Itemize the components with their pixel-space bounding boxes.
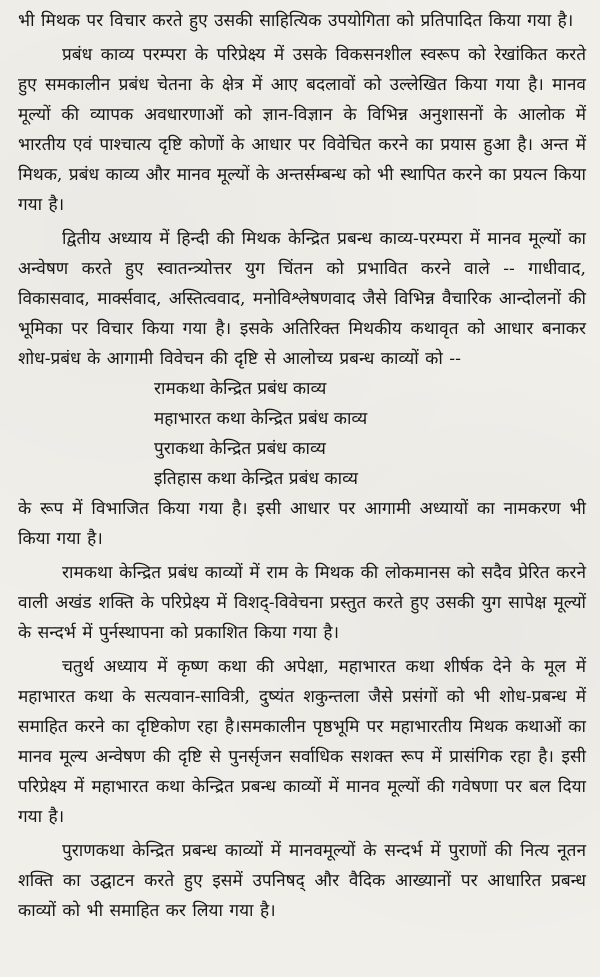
paragraph-3: द्वितीय अध्याय में हिन्दी की मिथक केन्द्रित प्रबन्ध काव्य-परम्परा में मानव मूल्यों का अन्वेषण करते हुए स्वातन्त्र्योत्तर युग चिंतन को प्रभावित करने वाले -- गाधीवाद, विकासवाद, मार्क्सवाद, अस्तित्ववाद, मनोविश्लेषणवाद जैसे विभिन्न वैचारिक आन्दोलनों की भूमिका पर विचार किया गया है। इसके अतिरिक्त मिथकीय कथावृत को आधार बनाकर शोध-प्रबंध के आगामी विवेचन की दृष्टि से आलोच्य प्रबन्ध काव्यों को -- [18, 229, 586, 369]
list-item: इतिहास कथा केन्द्रित प्रबंध काव्य [154, 469, 358, 489]
paragraph-1: भी मिथक पर विचार करते हुए उसकी साहित्यिक उपयोगिता को प्रतिपादित किया गया है। [18, 11, 574, 31]
paragraph-5: रामकथा केन्द्रित प्रबंध काव्यों में राम के मिथक की लोकमानस को सदैव प्रेरित करने वाली अखंड शक्ति के परिप्रेक्ष्य में विशद्-विवेचना प्रस्तुत करते हुए उसकी युग सापेक्ष मूल्यों के सन्दर्भ में पुर्नस्थापना को प्रकाशित किया गया है। [18, 563, 586, 643]
paragraph-7: पुराणकथा केन्द्रित प्रबन्ध काव्यों में मानवमूल्यों के सन्दर्भ में पुराणों की नित्य नूतन शक्ति का उद्घाटन करते हुए इसमें उपनिषद् और वैदिक आख्यानों पर आधारित प्रबन्ध काव्यों को भी समाहित कर लिया गया है। [18, 841, 586, 921]
category-list [18, 374, 586, 494]
list-item: पुराकथा केन्द्रित प्रबंध काव्य [154, 439, 326, 459]
list-item: महाभारत कथा केन्द्रित प्रबंध काव्य [154, 409, 368, 429]
list-item: रामकथा केन्द्रित प्रबंध काव्य [154, 379, 327, 399]
paragraph-6: चतुर्थ अध्याय में कृष्ण कथा की अपेक्षा, महाभारत कथा शीर्षक देने के मूल में महाभारत कथा के सत्यवान-सावित्री, दुष्यंत शकुन्तला जैसे प्रसंगों को भी शोध-प्रबन्ध में समाहित करने का दृष्टिकोण रहा है।समकालीन पृष्ठभूमि पर महाभारतीय मिथक कथाओं का मानव मूल्य अन्वेषण की दृष्टि से पुनर्सृजन सर्वाधिक सशक्त रूप में प्रासंगिक रहा है। इसी परिप्रेक्ष्य में महाभारत कथा केन्द्रित प्रबन्ध काव्यों में मानव मूल्यों की गवेषणा पर बल दिया गया है। [18, 657, 586, 827]
paragraph-4: के रूप में विभाजित किया गया है। इसी आधार पर आगामी अध्यायों का नामकरण भी किया गया है। [18, 499, 586, 549]
paragraph-2: प्रबंध काव्य परम्परा के परिप्रेक्ष्य में उसके विकसनशील स्वरूप को रेखांकित करते हुए समकालीन प्रबंध चेतना के क्षेत्र में आए बदलावों को उल्लेखित किया गया है। मानव मूल्यों की व्यापक अवधारणाओं को ज्ञान-विज्ञान के विभिन्न अनुशासनों के आलोक में भारतीय एवं पाश्चात्य दृष्टि कोणों के आधार पर विवेचित करने का प्रयास हुआ है। अन्त में मिथक, प्रबंध काव्य और मानव मूल्यों के अन्तर्सम्बन्ध को भी स्थापित करने का प्रयत्न किया गया है। [18, 45, 586, 215]
